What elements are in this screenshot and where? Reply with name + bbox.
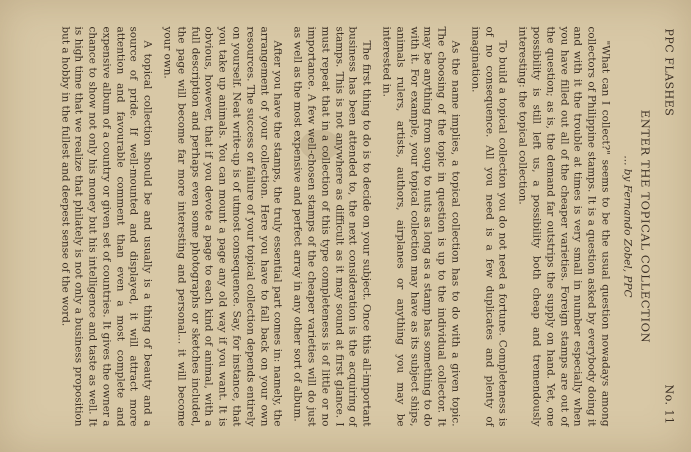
paragraph: To build a topical collection you do not need a fortune. Completeness is of no consequence. All you need is a few duplicates and plenty of imagination. [468,26,509,427]
paragraph: "What can I collect?" seems to be the usual question nowadays among collectors of Philippine stamps. It is a question asked by everybody doing it and with it the trouble at times is very small in number especially when you have filled out all of the cheaper varieties. Foreign stamps are out of the question; as is, the demand far outstrips the supply on hand. Yet, one possibility is still left us, a possibility both cheap and tremendously interesting: the topical collection. [516,26,611,427]
header [661,29,675,425]
rotated-text-sheet [10,11,681,443]
header-publication: PPC FLASHES [662,28,675,117]
paragraph: As the name implies, a topical collection has to do with a given topic. The choosing of the topic in question is up to the individual collector. It may be anything from soup to nuts as long as a stamp has something to do with it. For example, your topical collection may have as its subject ships, animals rulers, artists, authors, airplanes or anything you may be interested in. [380,26,462,427]
article-title: ENTER THE TOPICAL COLLECTION [638,109,652,344]
paragraph: A topical collection should be and usually is a thing of beauty and a source of pride. If well-mounted and displayed, it will attract more attention and favourable comment than even a most complete and expensive album of a country or given set of countries. It gives the owner a chance to show not only his money but his intelligence and taste as well. It is high time that we realize that philately is not only a business proposition but a hobby in the fullest and deepest sense of the word. [58,26,154,427]
header-issue-number: No. 11 [662,384,675,425]
paragraph: After you have the stamps, the truly essential part comes in: namely, the arrangement of your collection. Here you have to fall back on your own resources. The success or failure of your topical collection depends entirely on yourself. Neat write-up is of utmost consequence. Say, for instance, that you take up animals. You can mount a page any old way if you want. It is obvious, however, that if you devote a page to each kind of animal, with a full description and perhaps even some photographs or sketches included, the page will become far more interesting and personal... it will become your own. [161,26,284,427]
paragraph: The first thing to do is to decide on your subject. Once this all-important business has been attended to, the next consideration is the acquiring of stamps. This is not anywhere as difficult as it may sound at first glance. I must repeat that in a collection of this type completeness is of little or no importance. A few well-chosen stamps of the cheaper varieties will do just as well as the most expensive and perfect array in any other sort of album. [291,26,373,427]
article-byline: ... by Fernando Zobel, PPC [621,155,633,298]
article-body [18,27,611,427]
